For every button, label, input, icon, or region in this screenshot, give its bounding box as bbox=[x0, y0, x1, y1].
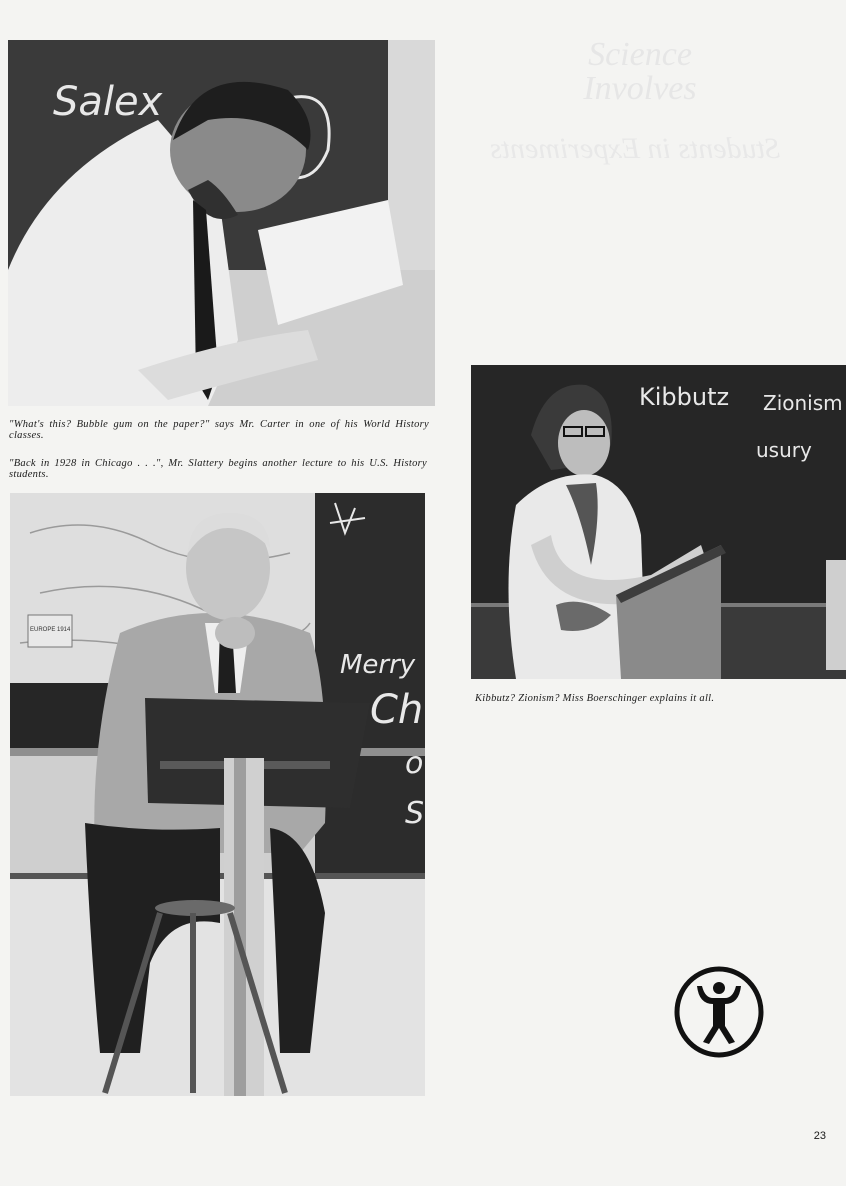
photo-mr-carter bbox=[8, 40, 435, 406]
chalk-word-kibbutz: Kibbutz bbox=[639, 383, 730, 411]
caption-mr-carter: "What's this? Bubble gum on the paper?" says Mr. Carter in one of his World History classes. bbox=[9, 419, 429, 441]
carter-chalk-text: Salex bbox=[53, 79, 163, 125]
ghost-heading-line-1: Science bbox=[588, 36, 692, 73]
slattery-chalk-line-1: Merry bbox=[340, 650, 416, 680]
page-number: 23 bbox=[813, 1130, 826, 1142]
slattery-chalk-line-4: S bbox=[405, 796, 425, 831]
ghost-heading-mirrored: Students in Experiments bbox=[490, 132, 780, 165]
slattery-chalk-line-2: Ch bbox=[370, 687, 424, 733]
ghost-heading-line-2: Involves bbox=[583, 70, 697, 107]
chalk-word-zionism: Zionism bbox=[763, 391, 843, 415]
slattery-chalk-line-3: o bbox=[405, 746, 424, 781]
photo-mr-slattery bbox=[10, 493, 425, 1096]
photo-miss-boerschinger bbox=[471, 365, 846, 679]
map-label: EUROPE 1914 bbox=[30, 627, 71, 633]
school-emblem bbox=[673, 966, 765, 1058]
chalk-word-usury: usury bbox=[756, 438, 812, 462]
ghost-heading bbox=[540, 38, 740, 106]
caption-miss-boerschinger: Kibbutz? Zionism? Miss Boerschinger explains it all. bbox=[475, 693, 715, 704]
caption-mr-slattery: "Back in 1928 in Chicago . . .", Mr. Slattery begins another lecture to his U.S. History students. bbox=[9, 458, 427, 480]
